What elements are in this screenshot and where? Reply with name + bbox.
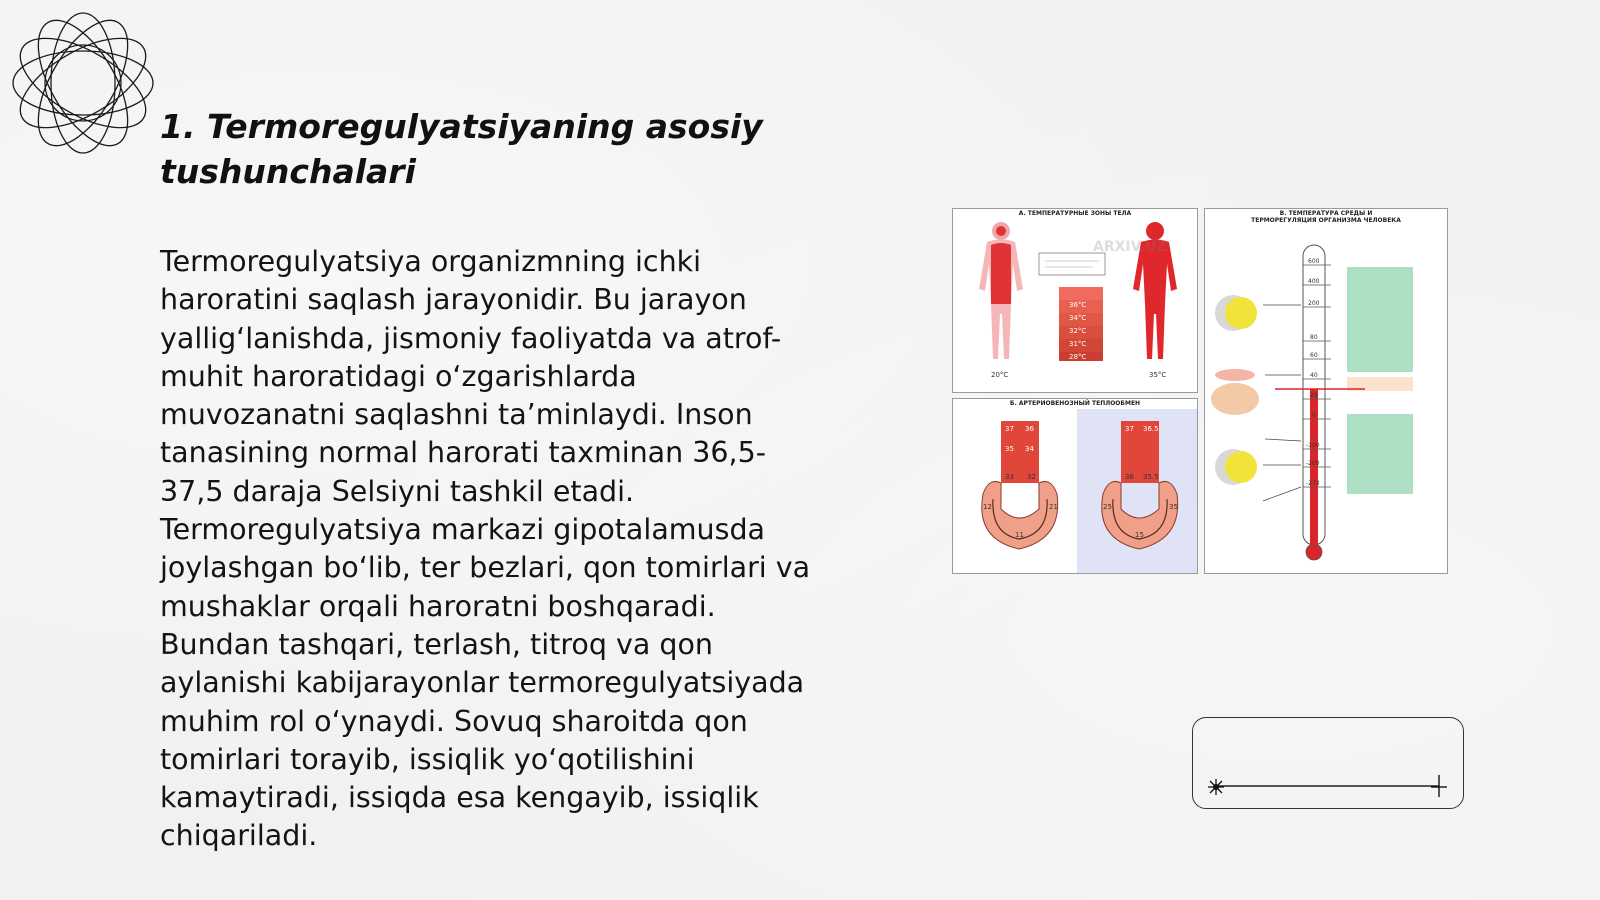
panel-b-title: Б. АРТЕРИОВЕНОЗНЫЙ ТЕПЛООБМЕН xyxy=(1009,400,1141,407)
vessel-left-num-3: 35 xyxy=(1005,445,1014,453)
watermark: ARXIV.UZ xyxy=(1093,239,1167,255)
thermo-tick-400: 400 xyxy=(1308,278,1320,285)
thermo-tick-minus100: -100 xyxy=(1306,442,1320,449)
cross-marker-icon xyxy=(1429,774,1449,798)
vessel-right-num-2: 36.5 xyxy=(1143,425,1159,433)
vessel-right-num-6: 15 xyxy=(1135,531,1144,539)
vessel-right-num-3: 36 xyxy=(1125,473,1134,481)
arteriovenous-illustration xyxy=(953,399,1198,574)
vessel-left-num-4: 34 xyxy=(1025,445,1034,453)
thermo-tick-200: 200 xyxy=(1308,300,1320,307)
vessel-left-num-8: 11 xyxy=(1015,531,1024,539)
thermo-tick-40: 40 xyxy=(1310,372,1318,379)
zone-temp-3: 32°C xyxy=(1069,327,1087,335)
figure-panel-arteriovenous xyxy=(952,398,1198,574)
zone-temp-2: 34°C xyxy=(1069,314,1087,322)
vessel-left-num-7: 12 xyxy=(983,503,992,511)
thermo-tick-minus273: -273 xyxy=(1306,480,1320,487)
panel-a-title: А. ТЕМПЕРАТУРНЫЕ ЗОНЫ ТЕЛА xyxy=(1018,210,1132,217)
interlocking-circles-logo-icon xyxy=(8,8,158,158)
thermo-tick-80: 80 xyxy=(1310,334,1318,341)
vessel-right-num-1: 37 xyxy=(1125,425,1134,433)
vessel-left-num-9: 21 xyxy=(1049,503,1058,511)
body-silhouette-cold xyxy=(979,222,1023,359)
panel-c-title: В. ТЕМПЕРАТУРА СРЕДЫ И ТЕРМОРЕГУЛЯЦИЯ ОРГАНИЗМА ЧЕЛОВЕКА xyxy=(1251,210,1401,224)
vessel-left-num-2: 36 xyxy=(1025,425,1034,433)
thermo-tick-minus200: -200 xyxy=(1306,460,1320,467)
vessel-right-num-7: 35 xyxy=(1169,503,1178,511)
vessel-left-num-5: 33 xyxy=(1005,473,1014,481)
thermoregulation-figure xyxy=(952,208,1448,574)
figure-panel-body-zones xyxy=(952,208,1198,393)
right-ambient-temp: 35°C xyxy=(1149,371,1167,379)
left-ambient-temp: 20°C xyxy=(991,371,1009,379)
thermometer-illustration xyxy=(1205,209,1448,574)
vessel-right-num-5: 25 xyxy=(1103,503,1112,511)
sun-starburst-icon xyxy=(1207,778,1225,796)
zone-temp-5: 28°C xyxy=(1069,353,1087,361)
zone-temp-4: 31°C xyxy=(1069,340,1087,348)
scale-decoration-box xyxy=(1192,717,1464,809)
slide-title: 1. Termoregulyatsiyaning asosiy tushunchalari xyxy=(160,107,763,191)
thermo-tick-20: 20 xyxy=(1310,392,1318,399)
vessel-loop-left xyxy=(982,421,1058,549)
figure-panel-thermometer xyxy=(1204,208,1448,574)
vessel-left-num-6: 32 xyxy=(1027,473,1036,481)
slide-body-text: Termoregulyatsiya organizmning ichki haroratini saqlash jarayonidir. Bu jarayon yallig‘lanishda, jismoniy faoliyatda va atrof- muhit haroratidagi o‘zgarishlarda muvozanatni saqlashni ta’minlaydi. Inson tanasining normal harorati taxminan 36,5- 37,5 daraja Selsiyni tashkil etadi. Termoregulyatsiya markazi gipotalamusda joylashgan bo‘lib, ter bezlari, qon tomirlari va mushaklar orqali haroratni boshqaradi. Bundan tashqari, terlash, titroq va qon aylanishi kabijarayonlar termoregulyatsiyada muhim rol o‘ynaydi. Sovuq sharoitda qon tomirlari torayib, issiqlik yo‘qotilishini kamaytiradi, issiqda esa kengayib, issiqlik chiqariladi. xyxy=(160,245,811,853)
thermo-tick-0: 0 xyxy=(1312,412,1316,419)
vessel-left-num-1: 37 xyxy=(1005,425,1014,433)
scale-line xyxy=(1191,716,1463,808)
zone-temp-1: 36°C xyxy=(1069,301,1087,309)
thermo-tick-600: 600 xyxy=(1308,258,1320,265)
thermo-tick-60: 60 xyxy=(1310,352,1318,359)
vessel-right-num-4: 35.5 xyxy=(1143,473,1159,481)
